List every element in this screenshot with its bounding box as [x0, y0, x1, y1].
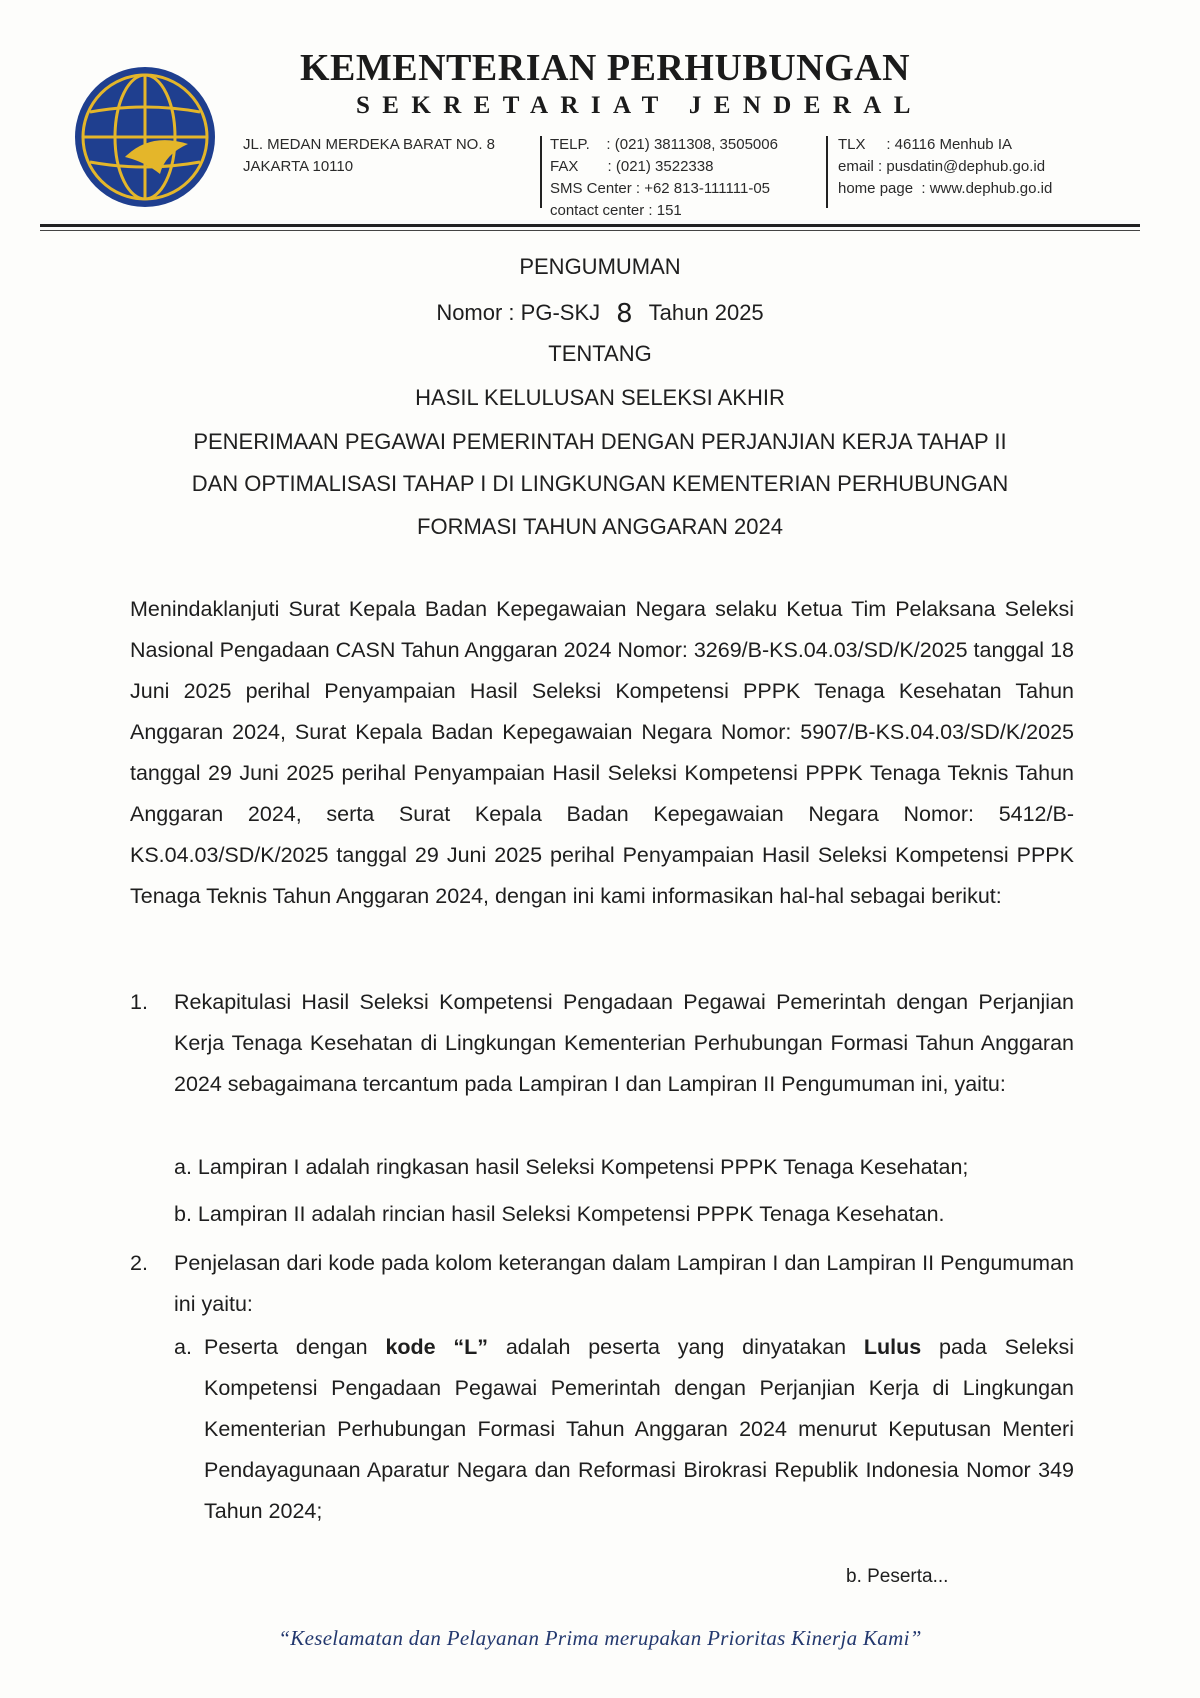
address-block [243, 134, 495, 178]
subject-line-3: DAN OPTIMALISASI TAHAP I DI LINGKUNGAN KEMENTERIAN PERHUBUNGAN [191, 471, 1009, 496]
subject-line-4: FORMASI TAHUN ANGGARAN 2024 [417, 514, 783, 539]
email-line: email : pusdatin@dephub.go.id [838, 158, 1046, 175]
phone-line: FAX : (021) 3522338 [550, 158, 714, 175]
item-2a-post: pada Seleksi Kompetensi Pengadaan Pegawai Pemerintah dengan Perjanjian Kerja di Lingkungan Kementerian Perhubungan Formasi Tahun Anggaran 2024 menurut Keputusan Menteri Pendayagunaan Aparatur Negara dan Reformasi Birokrasi Republik Indonesia Nomor 349 Tahun 2024; [204, 1335, 1074, 1523]
org-title: KEMENTERIAN PERHUBUNGAN [300, 47, 911, 89]
intro-paragraph: Menindaklanjuti Surat Kepala Badan Kepegawaian Negara selaku Ketua Tim Pelaksana Seleksi Nasional Pengadaan CASN Tahun Anggaran 2024 Nomor: 3269/B-KS.04.03/SD/K/2025 tanggal 18 Juni 2025 perihal Penyampaian Hasil Seleksi Kompetensi PPPK Tenaga Kesehatan Tahun Anggaran 2024, Surat Kepala Badan Kepegawaian Negara Nomor: 5907/B-KS.04.03/SD/K/2025 tanggal 29 Juni 2025 perihal Penyampaian Hasil Seleksi Kompetensi PPPK Tenaga Teknis Tahun Anggaran 2024, serta Surat Kepala Badan Kepegawaian Negara Nomor: 5412/B-KS.04.03/SD/K/2025 tanggal 29 Juni 2025 perihal Penyampaian Hasil Seleksi Kompetensi PPPK Tenaga Teknis Tahun Anggaran 2024, dengan ini kami informasikan hal-hal sebagai berikut: [130, 597, 1074, 908]
item-2a-mid: adalah peserta yang dinyatakan [488, 1335, 864, 1359]
phone-line: contact center : 151 [550, 202, 682, 219]
item-2a-label: a. [174, 1335, 192, 1359]
org-subtitle: SEKRETARIAT JENDERAL [356, 92, 923, 119]
header-rule [40, 224, 1140, 227]
header-divider [540, 136, 542, 208]
header-rule-thin [40, 230, 1140, 231]
subject-line-1: HASIL KELULUSAN SELEKSI AKHIR [415, 385, 785, 410]
nomor-prefix: Nomor : PG-SKJ [436, 300, 601, 325]
homepage-line: home page : www.dephub.go.id [838, 180, 1053, 197]
item-2a-code: kode “L” [385, 1335, 489, 1359]
address-line: JAKARTA 10110 [243, 158, 354, 175]
item-2a-lulus: Lulus [863, 1335, 922, 1359]
footer-motto: “Keselamatan dan Pelayanan Prima merupakan Prioritas Kinerja Kami” [278, 1626, 922, 1650]
item-1-text: Rekapitulasi Hasil Seleksi Kompetensi Pengadaan Pegawai Pemerintah dengan Perjanjian Kerja Tenaga Kesehatan di Lingkungan Kementerian Perhubungan Formasi Tahun Anggaran 2024 sebagaimana tercantum pada Lampiran I dan Lampiran II Pengumuman ini, yaitu: [174, 990, 1074, 1096]
telex-line: TLX : 46116 Menhub IA [838, 136, 1012, 153]
nomor-suffix: Tahun 2025 [648, 300, 764, 325]
address-line: JL. MEDAN MERDEKA BARAT NO. 8 [243, 136, 496, 153]
subject-line-2: PENERIMAAN PEGAWAI PEMERINTAH DENGAN PERJANJIAN KERJA TAHAP II [193, 429, 1007, 454]
ministry-logo-icon [70, 62, 220, 212]
handwritten-number: 8 [616, 299, 633, 329]
item-number: 1. [130, 990, 148, 1014]
web-block [838, 134, 1052, 200]
phone-line: TELP. : (021) 3811308, 3505006 [550, 136, 778, 153]
item-1a-text: a. Lampiran I adalah ringkasan hasil Seleksi Kompetensi PPPK Tenaga Kesehatan; [174, 1155, 969, 1179]
item-2a-pre: Peserta dengan [204, 1335, 386, 1359]
announcement-heading: PENGUMUMAN [519, 254, 681, 279]
item-2-text: Penjelasan dari kode pada kolom keterangan dalam Lampiran I dan Lampiran II Pengumuman ini yaitu: [174, 1251, 1074, 1316]
tentang-label: TENTANG [548, 341, 652, 366]
item-2a-text [204, 1327, 1074, 1532]
header-divider [826, 136, 828, 208]
phone-line: SMS Center : +62 813-111111-05 [550, 180, 770, 197]
item-1b-text: b. Lampiran II adalah rincian hasil Seleksi Kompetensi PPPK Tenaga Kesehatan. [174, 1202, 945, 1226]
continued-label: b. Peserta... [846, 1566, 949, 1587]
announcement-number [0, 297, 1200, 327]
item-number: 2. [130, 1251, 148, 1275]
phone-block [550, 134, 778, 222]
